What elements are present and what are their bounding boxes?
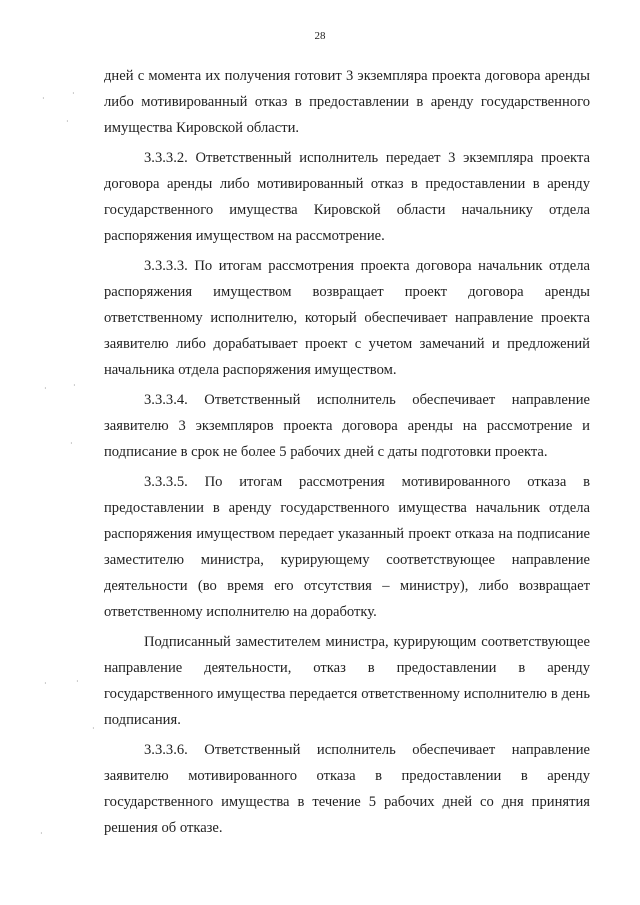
document-body bbox=[104, 63, 590, 841]
paragraph-3-3-3-2: 3.3.3.2. Ответственный исполнитель передает 3 экземпляра проекта договора аренды либо мотивированный отказ в предоставлении в аренду государственного имущества Кировской области начальнику отдела распоряжения имуществом на рассмотрение. bbox=[104, 150, 590, 244]
scan-speck: · bbox=[72, 89, 75, 98]
page-number: 28 bbox=[314, 30, 326, 42]
scan-speck: · bbox=[92, 724, 95, 733]
scan-speck: · bbox=[44, 679, 47, 688]
paragraph-signed-refusal: Подписанный заместителем министра, курирующим соответствующее направление деятельности, отказ в предоставлении в аренду государственного имущества передается ответственному исполнителю в день подписания. bbox=[104, 634, 590, 728]
paragraph-3-3-3-6: 3.3.3.6. Ответственный исполнитель обеспечивает направление заявителю мотивированного отказа в предоставлении в аренду государственного имущества в течение 5 рабочих дней со дня принятия решения об отказе. bbox=[104, 742, 590, 836]
scan-speck: · bbox=[44, 384, 47, 393]
scan-speck: · bbox=[70, 439, 73, 448]
paragraph-3-3-3-3: 3.3.3.3. По итогам рассмотрения проекта договора начальник отдела распоряжения имуществом возвращает проект договора аренды ответственному исполнителю, который обеспечивает направление проекта заявителю либо дорабатывает проект с учетом замечаний и предложений начальника отдела распоряжения имуществом. bbox=[104, 258, 590, 378]
scan-speck: · bbox=[66, 117, 69, 126]
scan-speck: · bbox=[76, 677, 79, 686]
paragraph-3-3-3-5: 3.3.3.5. По итогам рассмотрения мотивированного отказа в предоставлении в аренду государственного имущества начальник отдела распоряжения имуществом передает указанный проект отказа на подписание заместителю министра, курирующему соответствующее направление деятельности (во время его отсутствия – министру), либо возвращает ответственному исполнителю на доработку. bbox=[104, 474, 590, 620]
paragraph-3-3-3-4: 3.3.3.4. Ответственный исполнитель обеспечивает направление заявителю 3 экземпляров проекта договора аренды на рассмотрение и подписание в срок не более 5 рабочих дней с даты подготовки проекта. bbox=[104, 392, 590, 460]
scan-speck: · bbox=[73, 381, 76, 390]
scan-speck: · bbox=[40, 829, 43, 838]
paragraph-continuation: дней с момента их получения готовит 3 экземпляра проекта договора аренды либо мотивированный отказ в предоставлении в аренду государственного имущества Кировской области. bbox=[104, 68, 590, 136]
scan-speck: · bbox=[42, 94, 45, 103]
